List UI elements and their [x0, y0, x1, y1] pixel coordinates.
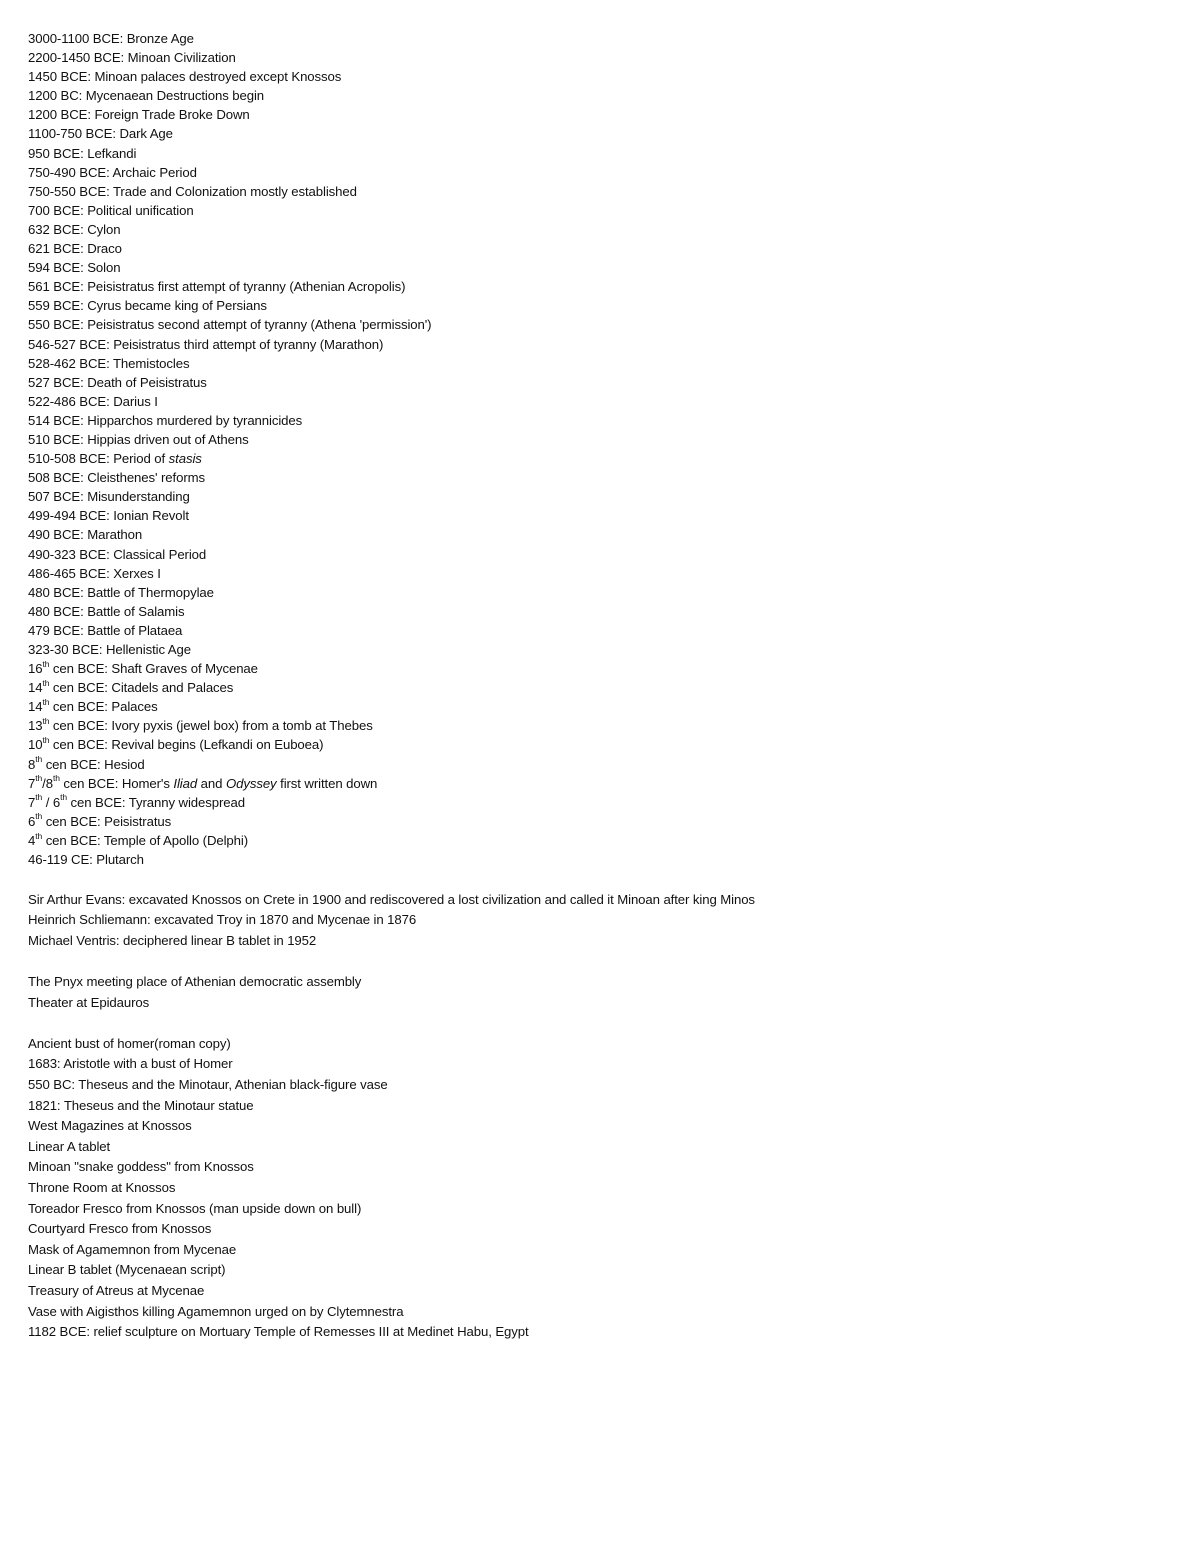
timeline-item — [28, 697, 1168, 716]
timeline-item-text: cen BCE: Tyranny widespread — [66, 794, 245, 810]
ordinal-suffix: th — [35, 811, 43, 822]
century-number: 13 — [28, 718, 43, 734]
timeline-item: 499-494 BCE: Ionian Revolt — [28, 508, 189, 524]
century-number: /8 — [42, 775, 53, 791]
timeline-item — [28, 659, 1168, 678]
list-item: Sir Arthur Evans: excavated Knossos on Crete in 1900 and rediscovered a lost civilization and called it Minoan after king Minos — [28, 891, 755, 907]
timeline-item: 510 BCE: Hippias driven out of Athens — [28, 431, 249, 447]
timeline-item: 480 BCE: Battle of Salamis — [28, 603, 185, 619]
century-number: / 6 — [42, 794, 61, 810]
list-item: Treasury of Atreus at Mycenae — [28, 1283, 205, 1298]
timeline-item: 323-30 BCE: Hellenistic Age — [28, 642, 191, 657]
timeline-item: 750-490 BCE: Archaic Period — [28, 164, 197, 180]
images-list — [28, 1034, 1168, 1343]
timeline-item: 1200 BCE: Foreign Trade Broke Down — [28, 107, 250, 123]
timeline-item — [28, 449, 1168, 468]
century-number: 8 — [28, 756, 36, 772]
timeline-item — [28, 831, 1168, 850]
timeline-item: 507 BCE: Misunderstanding — [28, 489, 190, 505]
century-number: 4 — [28, 832, 36, 848]
timeline-item: 514 BCE: Hipparchos murdered by tyrannicides — [28, 412, 303, 428]
timeline-item-text: and — [197, 775, 226, 791]
timeline-item-text: cen BCE: Revival begins (Lefkandi on Euboea) — [49, 737, 324, 753]
timeline-item-text: first written down — [276, 775, 378, 791]
ordinal-suffix: th — [42, 677, 50, 688]
list-item: 1821: Theseus and the Minotaur statue — [28, 1097, 254, 1113]
list-item: 550 BC: Theseus and the Minotaur, Athenian black-figure vase — [28, 1077, 388, 1093]
list-item: Theater at Epidauros — [28, 994, 150, 1010]
archaeologists-list — [28, 890, 1168, 952]
places-list — [28, 972, 1168, 1013]
list-item: Ancient bust of homer(roman copy) — [28, 1035, 231, 1051]
list-item: Heinrich Schliemann: excavated Troy in 1870 and Mycenae in 1876 — [28, 912, 417, 928]
timeline-item: 479 BCE: Battle of Plataea — [28, 622, 183, 638]
timeline-list — [28, 29, 1168, 869]
century-number: 16 — [28, 661, 43, 677]
timeline-item: 550 BCE: Peisistratus second attempt of tyranny (Athena 'permission') — [28, 317, 432, 333]
century-number: 7 — [28, 794, 36, 810]
timeline-item: 528-462 BCE: Themistocles — [28, 355, 190, 371]
timeline-item-text: cen BCE: Citadels and Palaces — [49, 680, 234, 696]
timeline-item-text: cen BCE: Temple of Apollo (Delphi) — [42, 832, 249, 848]
list-item: 1182 BCE: relief sculpture on Mortuary Temple of Remesses III at Medinet Habu, Egypt — [28, 1324, 529, 1340]
timeline-item: 632 BCE: Cylon — [28, 221, 121, 237]
century-number: 14 — [28, 680, 43, 696]
timeline-item-text: cen BCE: Shaft Graves of Mycenae — [49, 661, 258, 677]
odyssey-title: Odyssey — [225, 775, 277, 791]
timeline-item: 546-527 BCE: Peisistratus third attempt of tyranny (Marathon) — [28, 336, 384, 352]
ordinal-suffix: th — [42, 715, 50, 726]
timeline-item-text: cen BCE: Homer's — [59, 775, 174, 791]
timeline-item: 480 BCE: Battle of Thermopylae — [28, 584, 214, 600]
document-page — [28, 29, 1168, 1343]
iliad-title: Iliad — [173, 775, 198, 791]
paragraph-gap — [28, 952, 1168, 973]
timeline-item: 594 BCE: Solon — [28, 260, 121, 276]
timeline-item: 522-486 BCE: Darius I — [28, 393, 158, 409]
timeline-item: 3000-1100 BCE: Bronze Age — [28, 31, 194, 46]
timeline-item-text: cen BCE: Hesiod — [42, 756, 145, 772]
century-number: 14 — [28, 699, 43, 715]
ordinal-suffix: th — [35, 773, 43, 784]
paragraph-gap — [28, 1013, 1168, 1034]
timeline-item-text: 510-508 BCE: Period of — [28, 451, 169, 467]
century-number: 10 — [28, 737, 43, 753]
ordinal-suffix: th — [60, 792, 67, 803]
ordinal-suffix: th — [42, 658, 50, 669]
ordinal-suffix: th — [42, 696, 50, 707]
timeline-item: 1100-750 BCE: Dark Age — [28, 126, 173, 142]
timeline-item-text: cen BCE: Peisistratus — [42, 813, 172, 829]
timeline-item: 561 BCE: Peisistratus first attempt of tyranny (Athenian Acropolis) — [28, 279, 406, 295]
list-item: Linear B tablet (Mycenaean script) — [28, 1262, 226, 1278]
timeline-item: 508 BCE: Cleisthenes' reforms — [28, 470, 205, 486]
list-item: Michael Ventris: deciphered linear B tablet in 1952 — [28, 932, 317, 948]
timeline-item — [28, 774, 1168, 793]
century-number: 6 — [28, 813, 36, 829]
ordinal-suffix: th — [35, 792, 43, 803]
timeline-item: 559 BCE: Cyrus became king of Persians — [28, 298, 267, 314]
timeline-item — [28, 793, 1168, 812]
timeline-item-italic: stasis — [168, 451, 202, 467]
list-item: West Magazines at Knossos — [28, 1118, 192, 1134]
timeline-item — [28, 735, 1168, 754]
timeline-item — [28, 716, 1168, 735]
timeline-item-text: cen BCE: Palaces — [49, 699, 158, 715]
list-item: 1683: Aristotle with a bust of Homer — [28, 1056, 233, 1072]
list-item: Throne Room at Knossos — [28, 1180, 176, 1196]
timeline-item-text: cen BCE: Ivory pyxis (jewel box) from a tomb at Thebes — [49, 718, 373, 734]
timeline-item — [28, 812, 1168, 831]
ordinal-suffix: th — [35, 754, 43, 765]
ordinal-suffix: th — [52, 773, 60, 784]
list-item: Linear A tablet — [28, 1138, 111, 1154]
timeline-item: 2200-1450 BCE: Minoan Civilization — [28, 50, 236, 66]
list-item: Courtyard Fresco from Knossos — [28, 1221, 212, 1237]
timeline-item: 621 BCE: Draco — [28, 241, 122, 257]
timeline-item: 46-119 CE: Plutarch — [28, 852, 144, 868]
ordinal-suffix: th — [42, 735, 50, 746]
timeline-item: 700 BCE: Political unification — [28, 202, 194, 218]
list-item: Minoan "snake goddess" from Knossos — [28, 1159, 254, 1175]
timeline-item — [28, 678, 1168, 697]
timeline-item: 490-323 BCE: Classical Period — [28, 546, 207, 562]
ordinal-suffix: th — [35, 830, 43, 841]
list-item: Vase with Aigisthos killing Agamemnon urged on by Clytemnestra — [28, 1303, 404, 1319]
timeline-item — [28, 755, 1168, 774]
timeline-item: 1450 BCE: Minoan palaces destroyed except Knossos — [28, 69, 342, 85]
timeline-item: 950 BCE: Lefkandi — [28, 145, 137, 161]
century-number: 7 — [28, 775, 36, 791]
timeline-item: 490 BCE: Marathon — [28, 527, 143, 543]
timeline-item: 527 BCE: Death of Peisistratus — [28, 374, 207, 390]
list-item: Toreador Fresco from Knossos (man upside down on bull) — [28, 1200, 362, 1216]
list-item: The Pnyx meeting place of Athenian democratic assembly — [28, 974, 362, 990]
timeline-item: 750-550 BCE: Trade and Colonization mostly established — [28, 183, 357, 199]
list-item: Mask of Agamemnon from Mycenae — [28, 1241, 237, 1257]
paragraph-gap — [28, 869, 1168, 890]
timeline-item: 486-465 BCE: Xerxes I — [28, 565, 161, 581]
timeline-item: 1200 BC: Mycenaean Destructions begin — [28, 88, 265, 104]
